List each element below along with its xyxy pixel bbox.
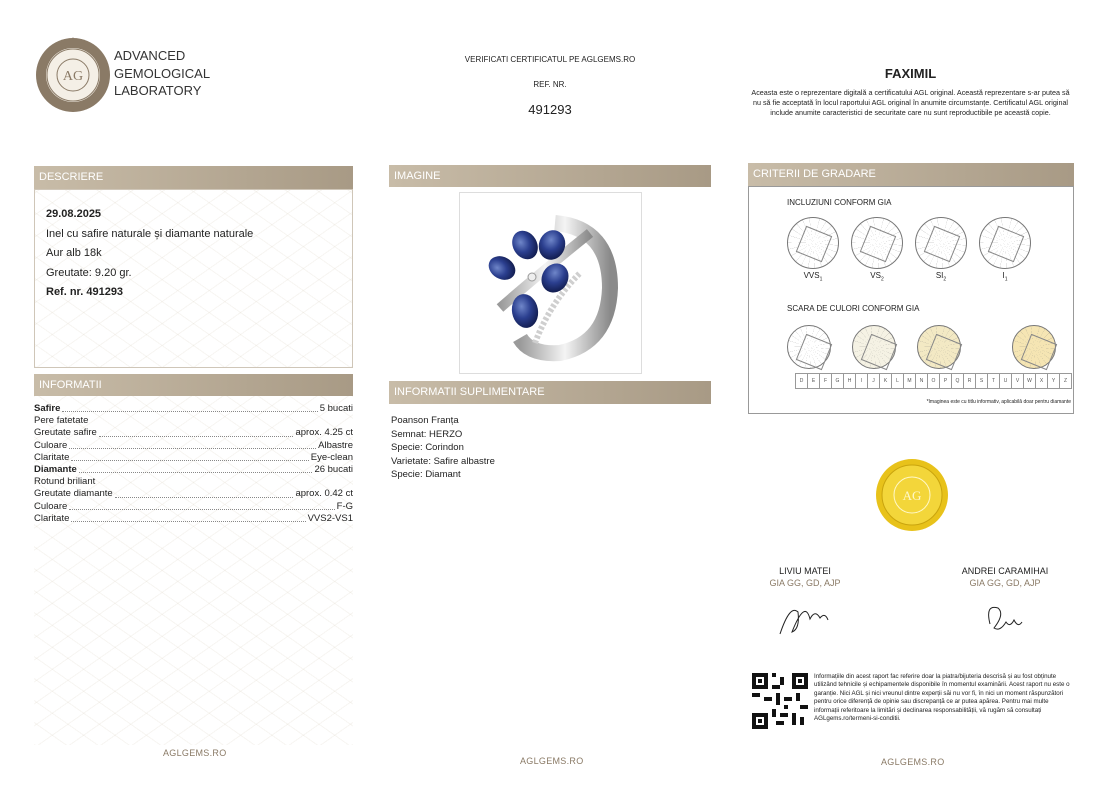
color-scale-cell: E [808,374,820,388]
agl-seal-icon [35,37,111,113]
color-scale-cell: H [844,374,856,388]
gold-seal-icon [875,458,949,532]
info-key: Claritate [34,512,70,524]
color-scale-cell: P [940,374,952,388]
info-value: Albastre [318,439,353,451]
informatii-panel [34,396,353,745]
color-scale-cell: J [868,374,880,388]
info-row [34,476,353,488]
info-key: Culoare [34,500,68,512]
signer-name: ANDREI CARAMIHAI [961,566,1049,576]
criterii-note: *Imaginea este cu titlu informativ, aplicabilă doar pentru diamante [926,399,1071,405]
imagine-header: IMAGINE [389,165,711,187]
suplimentare-line: Varietate: Safire albastre [391,455,495,467]
color-scale-cell: X [1036,374,1048,388]
clarity-diamond-icon [915,217,967,269]
info-key: Rotund briliant [34,476,96,488]
signer-title: GIA GG, GD, AJP [769,578,841,588]
svg-text:AG: AG [62,69,84,84]
info-key: Culoare [34,439,68,451]
color-scale-cell: V [1012,374,1024,388]
agl-logo [35,37,111,113]
criterii-header: CRITERII DE GRADARE [748,163,1074,186]
info-key: Greutate diamante [34,488,113,500]
color-scale-cell: U [1000,374,1012,388]
color-scale-cell: K [880,374,892,388]
info-value: aprox. 0.42 ct [295,488,353,500]
color-scale-cell: N [916,374,928,388]
clarity-label: VS [870,271,881,280]
lab-name-line2: GEMOLOGICAL [114,65,211,81]
signature-block-1 [745,566,865,649]
clarity-sub: 1 [819,276,823,283]
color-scale-cell: Q [952,374,964,388]
footer-right: AGLGEMS.RO [881,757,945,767]
color-diagrams [787,325,1056,369]
leader-dots [69,448,316,449]
clarity-diamond-icon [979,217,1031,269]
info-row [34,427,353,439]
info-row [34,513,353,525]
footer-center: AGLGEMS.RO [520,756,584,766]
verify-text: VERIFICATI CERTIFICATUL PE AGLGEMS.RO [464,55,636,64]
color-scale-cell: D [796,374,808,388]
color-scale-cell: R [964,374,976,388]
color-scale-cell: Z [1060,374,1072,388]
clarity-sub: 2 [880,276,884,283]
suplimentare-line: Specie: Diamant [391,469,461,480]
descriere-line2: Aur alb 18k [46,247,102,259]
lab-name-line3: LABORATORY [114,83,202,98]
lab-name [114,47,210,100]
color-scale-cell: Y [1048,374,1060,388]
faximil-text: Aceasta este o reprezentare digitală a certificatului AGL original. Această reprezentare s-ar putea să nu să fie acceptată în locul raportului AGL original în anumite circumstanțe. Certificatul AGL original include anumite caracteristici de securitate care nu sunt reproductibile pe această copie. [751,88,1070,117]
color-scale-cell: L [892,374,904,388]
info-row [34,440,353,452]
incluziuni-title: INCLUZIUNI CONFORM GIA [787,198,892,207]
leader-dots [115,497,294,498]
clarity-sub: 2 [943,276,947,283]
color-scale-cell: G [832,374,844,388]
signer-name: LIVIU MATEI [779,566,831,576]
info-value: VVS2-VS1 [307,512,353,524]
descriere-line3: Greutate: 9.20 gr. [46,266,132,279]
info-key: Safire [34,403,61,414]
leader-dots [99,436,294,437]
info-value: 26 bucati [314,464,353,476]
suplimentare-line: Semnat: HERZO [391,428,463,440]
descriere-date: 29.08.2025 [46,208,102,220]
info-value: F-G [336,500,353,512]
color-scale-cell: F [820,374,832,388]
color-scale-cell: S [976,374,988,388]
info-key: Claritate [34,451,70,463]
info-value: 5 bucati [319,403,353,414]
color-diamond-icon [787,325,831,369]
signature-icon [970,594,1040,644]
lab-name-line1: ADVANCED [114,48,186,63]
color-scale [795,373,1072,389]
clarity-diamond-icon [851,217,903,269]
descriere-panel [34,189,353,368]
descriere-line1: Inel cu safire naturale și diamante naturale [46,227,254,240]
color-diamond-icon [1012,325,1056,369]
clarity-sub: 1 [1004,276,1008,283]
qr-code-icon[interactable] [752,673,808,729]
leader-dots [69,509,334,510]
ring-image [459,192,642,374]
signature-icon [770,594,840,644]
criterii-panel [748,186,1074,414]
descriere-header: DESCRIERE [34,166,353,189]
signer-title: GIA GG, GD, AJP [969,578,1041,588]
info-row [34,464,353,476]
info-row [34,415,353,427]
clarity-label: VVS [803,271,820,280]
info-row [34,501,353,513]
scara-title: SCARA DE CULORI CONFORM GIA [787,304,920,313]
suplimentare-line: Poanson Franța [391,415,459,426]
info-key: Diamante [34,464,77,476]
color-scale-cell: W [1024,374,1036,388]
suplimentare-list [391,414,495,482]
leader-dots [62,411,317,412]
clarity-label: I [1002,271,1005,280]
info-row [34,452,353,464]
faximil-title: FAXIMIL [884,66,937,81]
ring-icon [460,193,641,373]
color-scale-cell: M [904,374,916,388]
clarity-diagrams [787,217,1031,283]
clarity-diamond-icon [787,217,839,269]
ref-label: REF. NR. [533,80,567,89]
leader-dots [79,472,313,473]
info-row [34,488,353,500]
leader-dots [71,521,305,522]
info-key: Greutate safire [34,427,97,439]
info-row [34,403,353,415]
clarity-label: SI [935,271,944,280]
color-diamond-icon [852,325,896,369]
disclaimer-text: Informațiile din acest raport fac referire doar la piatra/bijuteria descrisă și au fost obținute utilizând tehnicile și echipamentele disponibile în momentul examinării. Acest raport nu este o garanție. Nici AGL și nici vreunul dintre experții săi nu vor fi, în nici un moment răspunzători pentru orice diferență de opinie sau discrepanță ce ar putea apărea. Pentru mai multe informații referitoare la limitări și declinarea responsabilității, vă rugăm să consultați AGLgems.ro/termeni-si-conditii. [814,673,1070,723]
footer-left: AGLGEMS.RO [163,748,227,758]
info-value: aprox. 4.25 ct [295,427,353,439]
signature-block-2 [945,566,1065,649]
color-diamond-icon [917,325,961,369]
suplimentare-header: INFORMATII SUPLIMENTARE [389,381,711,404]
color-scale-cell: T [988,374,1000,388]
color-scale-cell: I [856,374,868,388]
leader-dots [71,460,308,461]
info-key: Pere fatetate [34,415,89,427]
svg-text:AG: AG [902,488,922,503]
descriere-ref: Ref. nr. 491293 [46,286,124,298]
informatii-rows [34,396,353,525]
color-scale-cell: O [928,374,940,388]
info-value: Eye-clean [310,451,353,463]
ref-number: 491293 [528,102,572,117]
informatii-header: INFORMATII [34,374,353,396]
suplimentare-line: Specie: Corindon [391,442,464,453]
